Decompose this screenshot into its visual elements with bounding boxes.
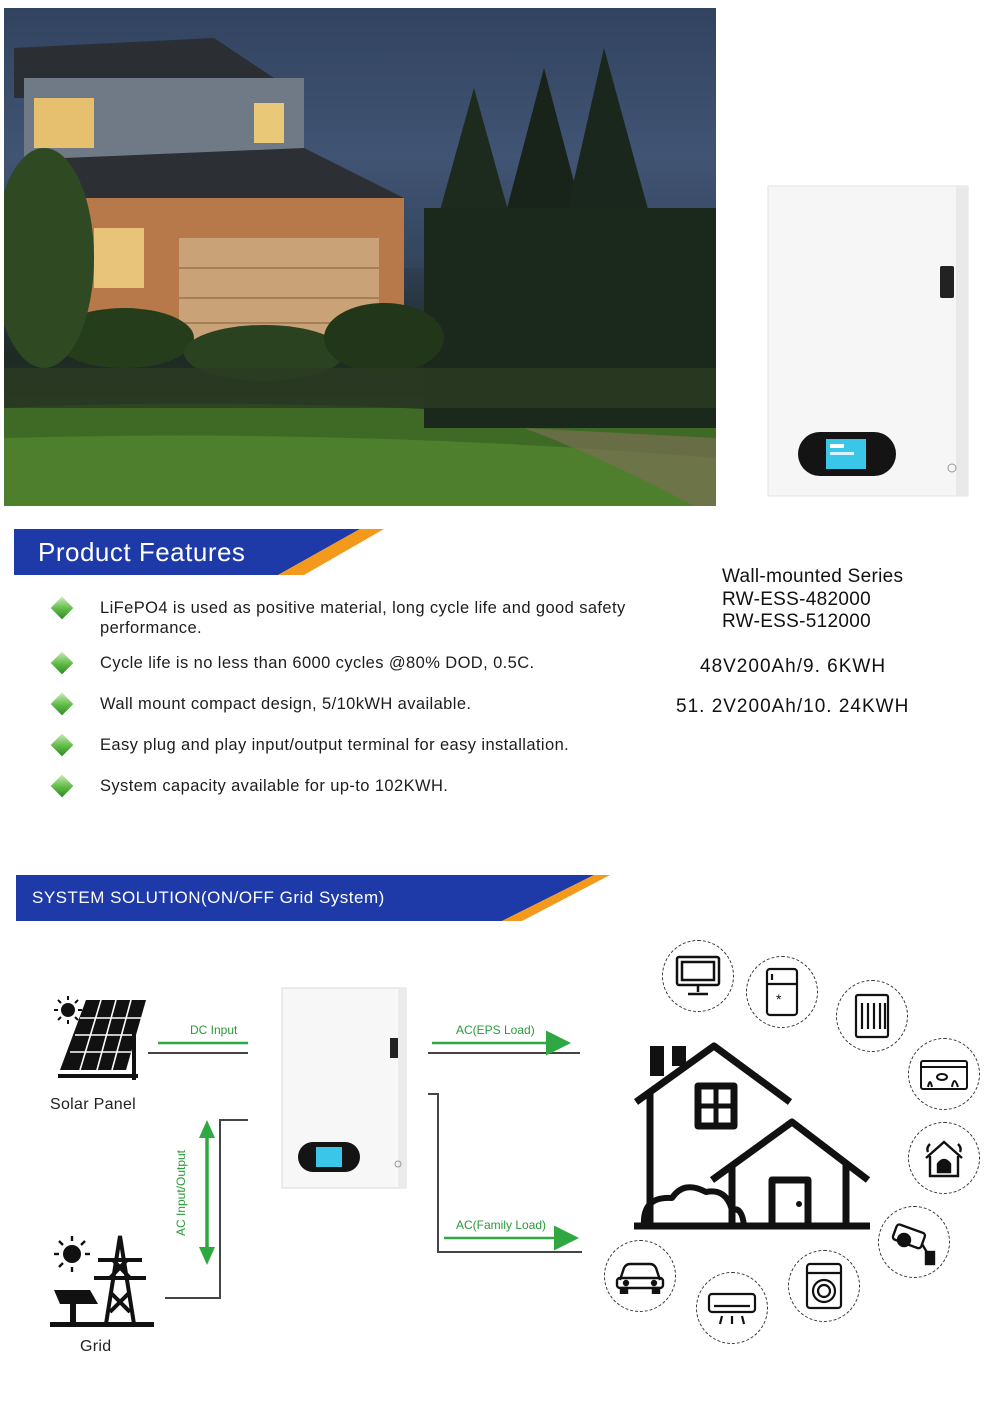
product-features-title: Product Features	[38, 537, 246, 567]
feature-text: System capacity available for up-to 102KWH.	[100, 777, 449, 795]
refrigerator-icon	[746, 956, 818, 1028]
ac-eps-load-label: AC(EPS Load)	[456, 1023, 535, 1037]
feature-text: LiFePO4 is used as positive material, long cycle life and good safety performance.	[100, 599, 626, 637]
model-512000: RW-ESS-512000	[722, 611, 871, 632]
car-icon	[604, 1240, 676, 1312]
heater-icon	[836, 980, 908, 1052]
air-conditioner-icon	[696, 1272, 768, 1344]
system-solution-title: SYSTEM SOLUTION(ON/OFF Grid System)	[32, 888, 385, 907]
feature-text: Easy plug and play input/output terminal for easy installation.	[100, 736, 570, 754]
svg-text:*: *	[776, 991, 782, 1007]
ac-family-load-label: AC(Family Load)	[456, 1218, 547, 1232]
washing-machine-icon	[788, 1250, 860, 1322]
security-camera-icon	[878, 1206, 950, 1278]
series-name: Wall-mounted Series	[722, 566, 904, 587]
alarm-icon	[908, 1122, 980, 1194]
spec-512000: 51. 2V200Ah/10. 24KWH	[676, 696, 910, 717]
aquarium-icon	[908, 1038, 980, 1110]
house-icon	[632, 1040, 872, 1235]
feature-text: Cycle life is no less than 6000 cycles @80% DOD, 0.5C.	[100, 654, 535, 672]
dc-input-label: DC Input	[190, 1023, 238, 1037]
ac-input-output-label: AC Input/Output	[174, 1149, 189, 1237]
spec-482000: 48V200Ah/9. 6KWH	[700, 656, 887, 677]
feature-text: Wall mount compact design, 5/10kWH available.	[100, 695, 472, 713]
solar-panel-label: Solar Panel	[50, 1096, 137, 1113]
grid-label: Grid	[80, 1338, 112, 1355]
monitor-icon	[662, 940, 734, 1012]
model-482000: RW-ESS-482000	[722, 588, 871, 610]
